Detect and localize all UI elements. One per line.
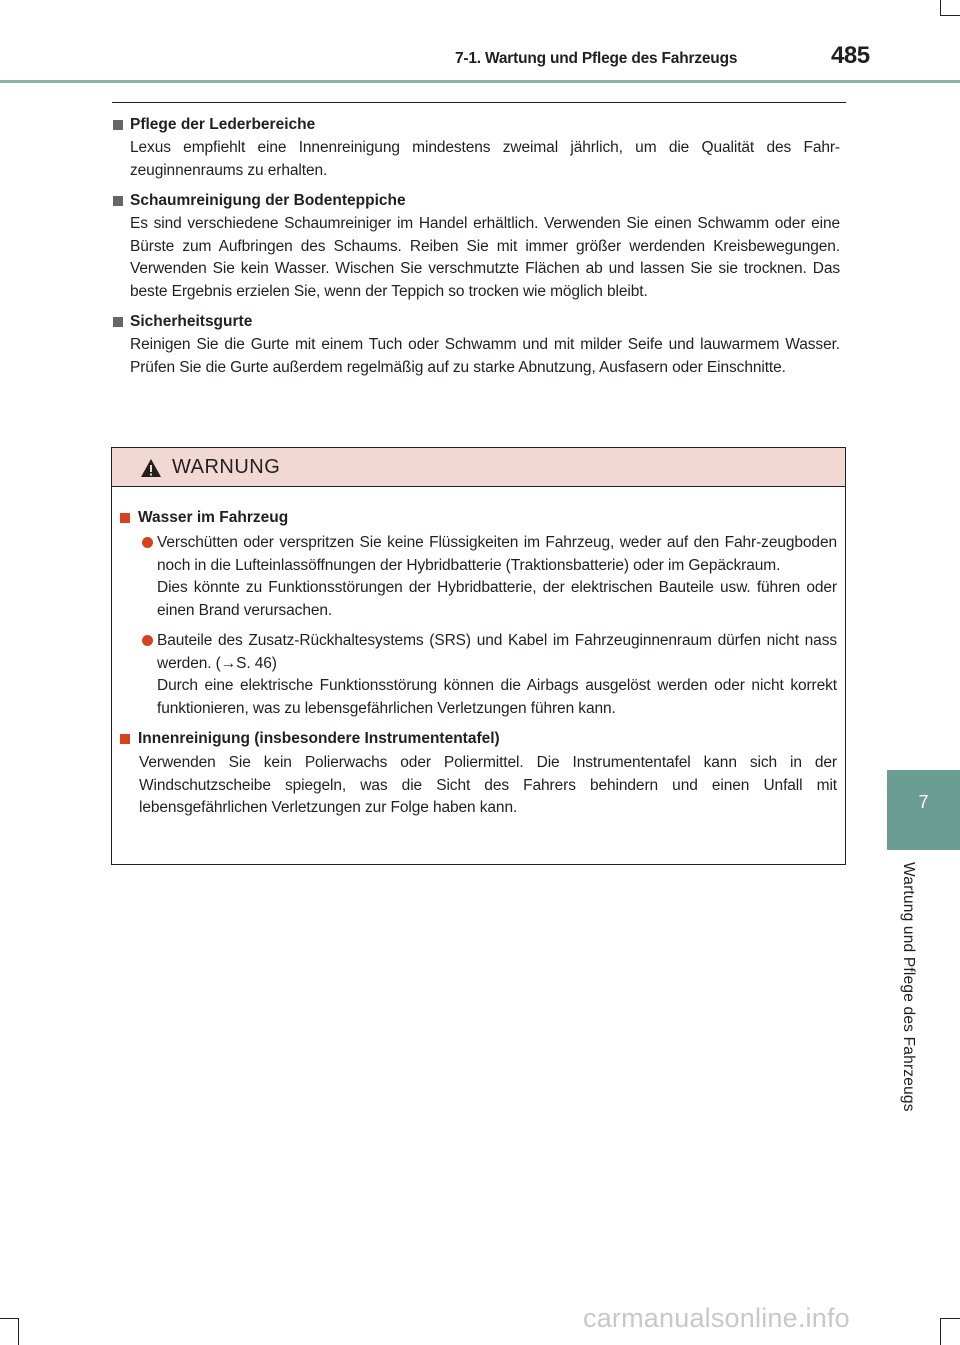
- warning-item: Verschütten oder verspritzen Sie keine Flüssigkeiten im Fahrzeug, weder auf den Fahr-zeugboden noch in die Lufteinlassöffnungen der Hybridbatterie (Traktionsbatterie) oder im Gepäckraum. Dies könnte zu Funktionsstörungen der Hybridbatterie, der elektrischen Bauteile usw. führen oder einen Brand verursachen.: [120, 532, 837, 622]
- round-bullet-icon: [142, 635, 153, 646]
- section-seatbelts: [112, 311, 840, 379]
- crop-mark: [940, 15, 960, 16]
- crop-mark: [18, 1318, 19, 1345]
- main-content: [112, 114, 840, 387]
- warning-section-title: Innenreinigung (insbesondere Instrumententafel): [120, 728, 837, 750]
- crop-mark: [940, 0, 941, 15]
- square-bullet-icon: [120, 513, 130, 523]
- section-carpet-foam-cleaning: [112, 190, 840, 303]
- warning-triangle-icon: [140, 458, 162, 478]
- warning-header: [112, 448, 845, 487]
- chapter-number: 7: [918, 792, 929, 812]
- warning-title: WARNUNG: [172, 456, 281, 478]
- crop-mark: [940, 1318, 941, 1345]
- warning-item: Bauteile des Zusatz-Rückhaltesystems (SRS) und Kabel im Fahrzeuginnenraum dürfen nicht nass werden. (→S. 46) Durch eine elektrische Funktionsstörung können die Airbags ausgelöst werden oder nicht korrekt funktionieren, was zu lebensgefährlichen Verletzungen führen kann.: [120, 630, 837, 720]
- section-text: Es sind verschiedene Schaumreiniger im Handel erhältlich. Verwenden Sie einen Schwamm oder eine Bürste zum Aufbringen des Schaums. Reiben Sie mit immer größer werdenden Kreisbewegungen. Verwenden Sie kein Wasser. Wischen Sie verschmutzte Flächen ab und lassen Sie sie trocknen. Das beste Ergebnis erzielen Sie, wenn der Teppich so trocken wie möglich bleibt.: [130, 215, 840, 300]
- square-bullet-icon: [113, 317, 123, 327]
- square-bullet-icon: [113, 196, 123, 206]
- warning-box: [111, 447, 846, 865]
- crop-mark: [940, 1318, 960, 1319]
- header-rule: [0, 80, 960, 83]
- warning-section-interior-cleaning: [120, 728, 837, 820]
- chapter-side-label: Wartung und Pflege des Fahrzeugs: [900, 862, 917, 1112]
- chapter-header-title: 7-1. Wartung und Pflege des Fahrzeugs: [455, 50, 738, 67]
- section-leather-care: [112, 114, 840, 182]
- section-text: Reinigen Sie die Gurte mit einem Tuch oder Schwamm und mit milder Seife und lauwarmem Wasser. Prüfen Sie die Gurte außerdem regelmäßig auf zu starke Abnutzung, Ausfasern oder Einschnitte.: [130, 336, 840, 376]
- warning-section-title: Wasser im Fahrzeug: [120, 507, 837, 529]
- round-bullet-icon: [142, 537, 153, 548]
- warning-section-text: Verwenden Sie kein Polierwachs oder Poliermittel. Die Instrumententafel kann sich in der Windschutzscheibe spiegeln, was die Sicht des Fahrers behindern und einen Unfall mit lebensgefährlichen Verletzungen zur Folge haben kann.: [139, 754, 837, 816]
- crop-mark: [0, 1318, 18, 1319]
- page-number: 485: [831, 42, 870, 69]
- warning-section-water: [120, 507, 837, 720]
- content-top-rule: [112, 102, 846, 103]
- chapter-tab: [887, 770, 960, 850]
- square-bullet-icon: [113, 120, 123, 130]
- section-title: Pflege der Lederbereiche: [112, 114, 840, 136]
- section-title: Schaumreinigung der Bodenteppiche: [112, 190, 840, 212]
- square-bullet-icon: [120, 734, 130, 744]
- section-title: Sicherheitsgurte: [112, 311, 840, 333]
- warning-body: [112, 487, 845, 820]
- section-text: Lexus empfiehlt eine Innenreinigung mindestens zweimal jährlich, um die Qualität des Fahr-zeuginnenraums zu erhalten.: [130, 139, 840, 179]
- watermark: carmanualsonline.info: [583, 1303, 850, 1333]
